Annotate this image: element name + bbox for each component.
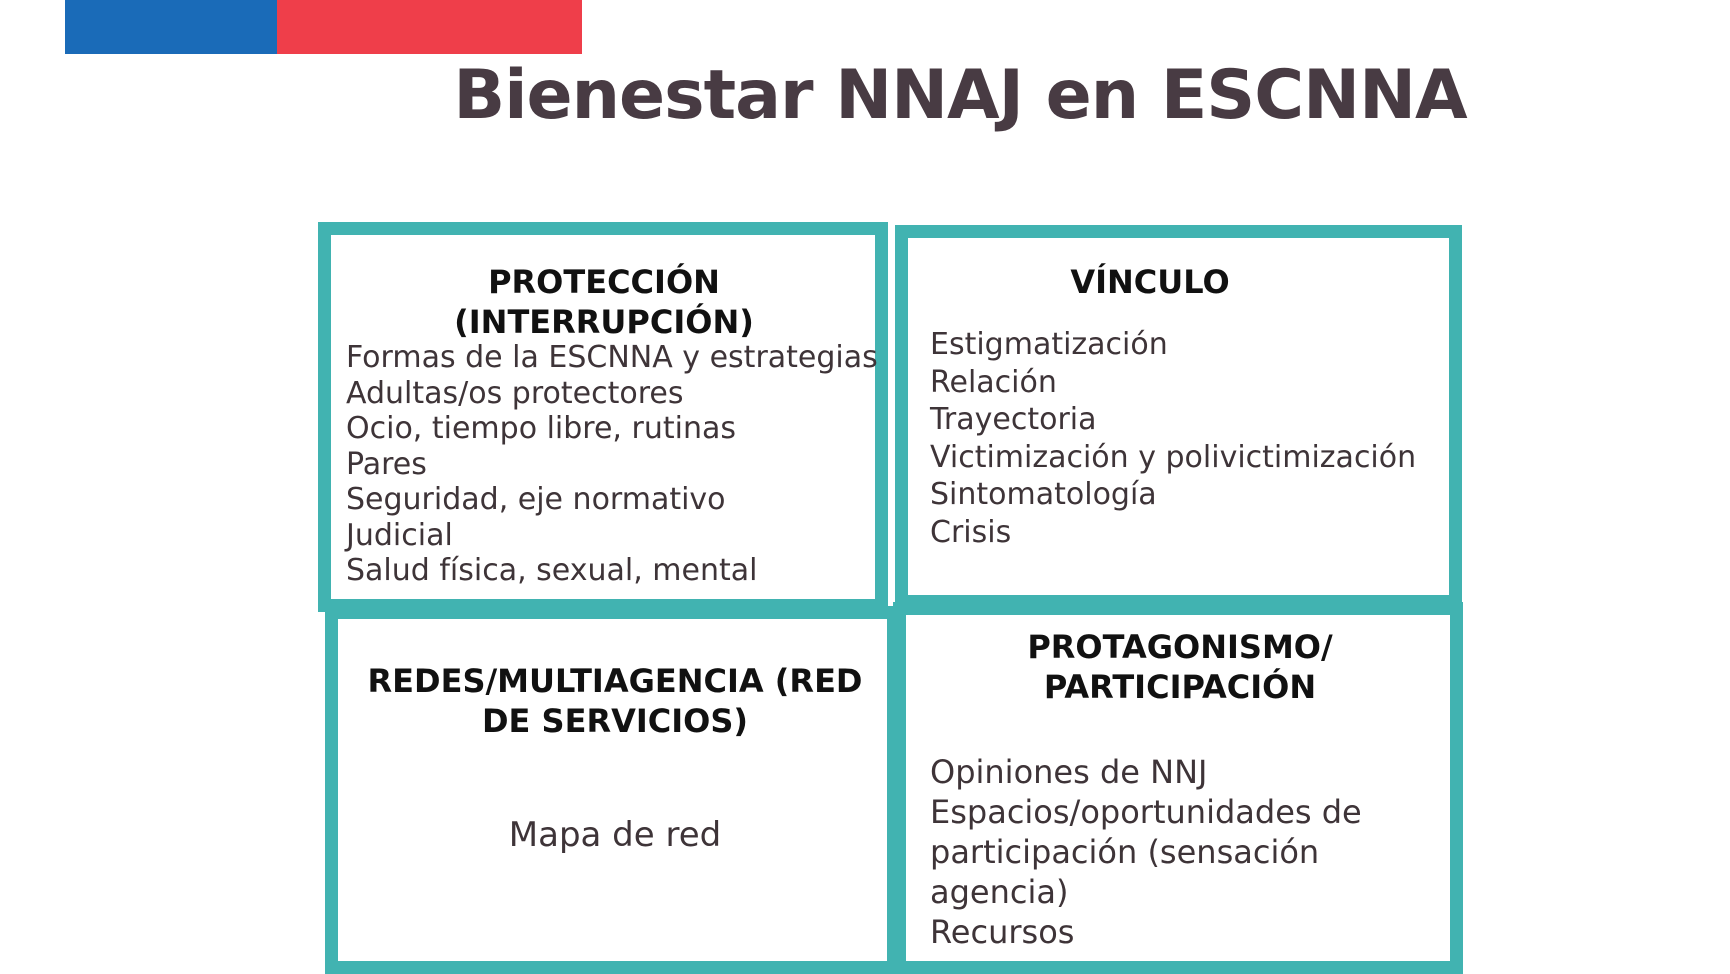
box-redes-heading-line1: REDES/MULTIAGENCIA (RED <box>367 662 863 700</box>
box-redes-text: Mapa de red <box>508 815 722 855</box>
list-item: Ocio, tiempo libre, rutinas <box>346 411 736 446</box>
list-item: Victimización y polivictimización <box>930 439 1417 475</box>
box-protagonismo-heading-line2: PARTICIPACIÓN <box>1043 668 1317 706</box>
list-item: Estigmatización <box>930 327 1168 362</box>
list-item: Trayectoria <box>930 402 1097 437</box>
list-item: Sintomatología <box>930 477 1157 512</box>
list-item: Pares <box>346 446 427 482</box>
list-item: Judicial <box>346 517 453 553</box>
list-item: agencia) <box>930 873 1069 911</box>
list-item: Recursos <box>930 913 1075 951</box>
list-item: Crisis <box>930 514 1012 550</box>
list-item: Seguridad, eje normativo <box>346 482 726 517</box>
list-item: Adultas/os protectores <box>346 375 684 411</box>
box-vinculo-list <box>930 326 1416 551</box>
box-redes-heading-line2: DE SERVICIOS) <box>481 702 749 740</box>
list-item: Relación <box>930 364 1057 400</box>
box-protagonismo-list <box>930 752 1362 952</box>
flag-blue-bar <box>65 0 277 54</box>
list-item: Opiniones de NNJ <box>930 753 1208 791</box>
box-redes-heading <box>340 661 890 741</box>
box-protagonismo-heading-line1: PROTAGONISMO/ <box>1027 628 1333 666</box>
box-protagonismo-heading <box>910 627 1450 707</box>
box-vinculo-heading: VÍNCULO <box>1070 263 1230 301</box>
page-title: Bienestar NNAJ en ESCNNA <box>453 56 1467 135</box>
box-proteccion-heading: PROTECCIÓN (INTERRUPCIÓN) <box>454 263 754 341</box>
list-item: participación (sensación <box>930 833 1320 871</box>
flag-red-bar <box>277 0 582 54</box>
box-proteccion-list <box>346 340 878 589</box>
list-item: Formas de la ESCNNA y estrategias <box>346 340 878 375</box>
list-item: Espacios/oportunidades de <box>930 793 1362 831</box>
list-item: Salud física, sexual, mental <box>346 553 758 588</box>
